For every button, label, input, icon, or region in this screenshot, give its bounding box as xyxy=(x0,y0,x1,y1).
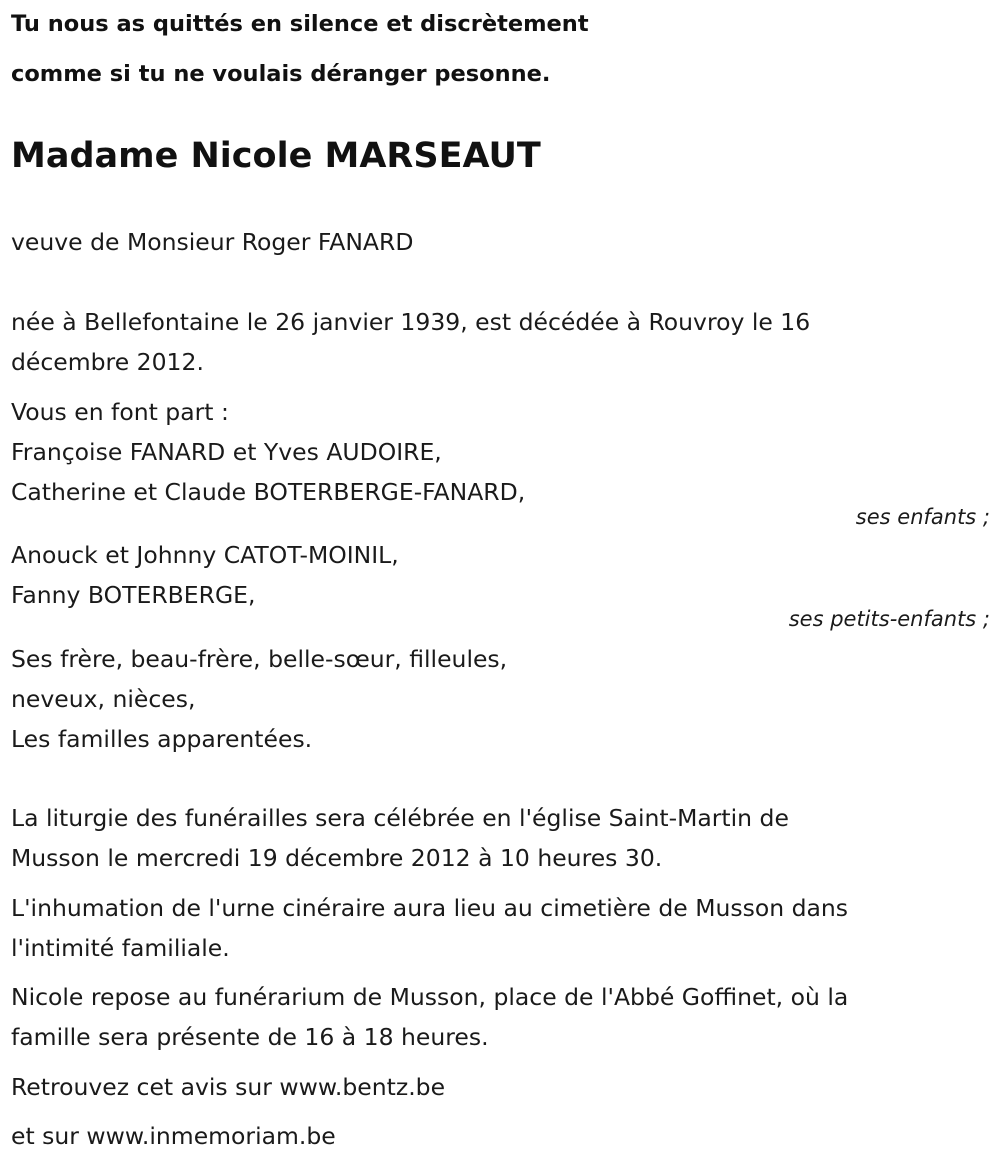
intro-line-2: comme si tu ne voulais déranger pesonne. xyxy=(11,61,551,87)
bentz-link-line[interactable] xyxy=(11,1072,445,1102)
deceased-name: Madame Nicole MARSEAUT xyxy=(11,136,541,176)
relatives-entry: Ses frère, beau-frère, belle-sœur, filleules, xyxy=(11,645,508,673)
birth-death-line-2: décembre 2012. xyxy=(11,348,204,376)
widow-line: veuve de Monsieur Roger FANARD xyxy=(11,228,414,256)
grandchild-entry: Anouck et Johnny CATOT-MOINIL, xyxy=(11,541,399,569)
visitation-line-1: Nicole repose au funérarium de Musson, place de l'Abbé Goffinet, où la xyxy=(11,983,849,1011)
bentz-link[interactable]: Retrouvez cet avis sur www.bentz.be xyxy=(11,1073,446,1101)
liturgy-line-1: La liturgie des funérailles sera célébrée en l'église Saint-Martin de xyxy=(11,804,789,832)
grandchildren-label: ses petits-enfants ; xyxy=(788,607,990,631)
relatives-entry: Les familles apparentées. xyxy=(11,725,313,753)
burial-line-2: l'intimité familiale. xyxy=(11,934,230,962)
inmemoriam-link-line[interactable] xyxy=(11,1121,336,1151)
children-label: ses enfants ; xyxy=(855,505,990,529)
inmemoriam-link[interactable]: et sur www.inmemoriam.be xyxy=(11,1122,336,1150)
visitation-line-2: famille sera présente de 16 à 18 heures. xyxy=(11,1023,489,1051)
announcers-intro: Vous en font part : xyxy=(11,398,229,426)
intro-line-1: Tu nous as quittés en silence et discrètement xyxy=(11,11,589,37)
grandchild-entry: Fanny BOTERBERGE, xyxy=(11,581,256,609)
birth-death-line-1: née à Bellefontaine le 26 janvier 1939, est décédée à Rouvroy le 16 xyxy=(11,308,811,336)
child-entry: Catherine et Claude BOTERBERGE-FANARD, xyxy=(11,478,526,506)
burial-line-1: L'inhumation de l'urne cinéraire aura lieu au cimetière de Musson dans xyxy=(11,894,849,922)
relatives-entry: neveux, nièces, xyxy=(11,685,196,713)
child-entry: Françoise FANARD et Yves AUDOIRE, xyxy=(11,438,442,466)
liturgy-line-2: Musson le mercredi 19 décembre 2012 à 10 heures 30. xyxy=(11,844,663,872)
